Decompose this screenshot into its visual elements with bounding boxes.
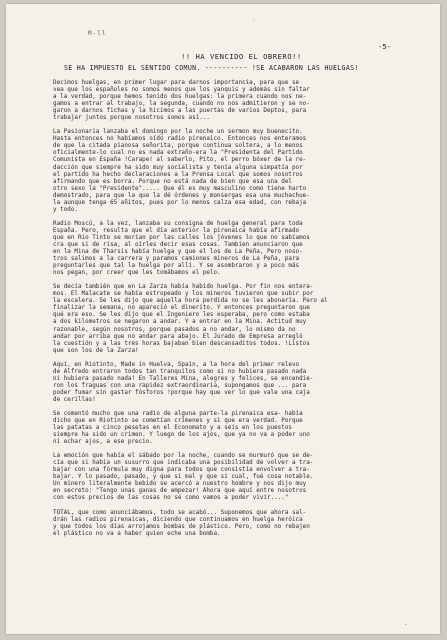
text-line: bajar. Y lo pasado, pasado, y que si mal y que si cual, fué cosa notable. xyxy=(53,474,314,481)
text-line: andar por arriba que no andar para abajo. El Jurado de Empresa arregló xyxy=(53,333,303,340)
text-line: Se decía también que en La Zarza había habido huelga. Por fin nos entera- xyxy=(53,284,314,291)
text-line: garon a darnos fichas y la hicimos a las puertas de varios Deptos, para xyxy=(53,108,307,115)
document-page xyxy=(6,4,440,634)
top-mark: - xyxy=(252,16,256,23)
paragraph xyxy=(53,362,413,404)
paragraph xyxy=(53,80,413,122)
paragraph xyxy=(53,221,413,277)
paragraph xyxy=(53,129,413,214)
text-line: finalizar la semana, no apareció el dinerito. Y entonces preguntaron que xyxy=(53,305,310,312)
text-line: otro sexo la "Presidente"..... Que él es muy masculino como tiene harto xyxy=(53,185,307,192)
text-line: Se comentó mucho que una radio de alguna parte-la pirenaica esa- había xyxy=(53,410,303,417)
footer-mark: - xyxy=(404,621,408,628)
text-line: Radio Moscú, a la vez, lanzaba su consigna de huelga general para toda xyxy=(53,220,303,227)
text-line: qué era eso. Se les dijo que el Ingeniero les esperaba, pero como estaba xyxy=(53,312,310,319)
text-line: tros salimos a la carrera y paramos camiones mineros de La Peña, para xyxy=(53,256,300,263)
text-line: Un minero literalmente bebido se acercó a nuestro hombre y nos dijo muy xyxy=(53,481,307,488)
text-line: la aunque tenga 65 añitos, pues por lo menos calza esa edad, con rebaja xyxy=(53,199,307,206)
text-line: razonable, según nosotros, porque pasados a no andar, lo mismo da no xyxy=(53,326,296,333)
text-line: cra que si de risa, al oírles decir esas cosas. Tambien anunciaron que xyxy=(53,241,303,248)
text-line: el plástico no va a haber quien eche una bomba. xyxy=(53,530,221,537)
text-line: vea que los españoles no somos menos que los yanquis y además sin faltar xyxy=(53,87,310,94)
text-line: nos pegan, por creer que les tomábamos el pelo. xyxy=(53,270,221,277)
page-title: !! HA VENCIDO EL OBRERO!! xyxy=(181,52,302,61)
text-line: en secreto: "Tengo unas ganas de empezar! Ahora que aquí entre nosotros xyxy=(53,488,307,495)
text-line: ni echar ajos, a ese precio. xyxy=(53,439,153,446)
text-line: España. Pero, resulta que el día anterior la pirenaica había afirmado xyxy=(53,227,300,234)
text-line: a la verdad, porque hemos tenido dos huelgas: la primera cuando nos ne- xyxy=(53,94,307,101)
page-subtitle: SE HA IMPUESTO EL SENTIDO COMUN. ---------- !SE ACABARON LAS HUELGAS! xyxy=(64,64,359,72)
text-line: a dos kilometros se negaron a andar. Y a entrar en la Mina. Actitud muy xyxy=(53,319,307,326)
text-line: bajar con una fórmula muy digna para todos que consistía envolver a tra- xyxy=(53,467,310,474)
text-line: con estos precios de las cosas no sé como vamos a poder vivir...." xyxy=(53,495,289,502)
text-line: la cuestión y a las tres horas bajaban bien descansaditos todos. !Listos xyxy=(53,340,310,347)
text-line: La Pasionaria lanzaba el domingo por la noche un sermon muy buenecito. xyxy=(53,129,303,136)
text-line: trabajar juntos porque nosotros somos así... xyxy=(53,115,210,122)
text-line: ni hubiera pasado nada! En Talleres Mina, alegres y felices, se encendie- xyxy=(53,375,314,382)
text-line: de cerillas! xyxy=(53,396,96,403)
text-line: que en Rio Tinto se morían por las calles los jóvenes lo que no sabíamos xyxy=(53,234,310,241)
text-line: y todo. xyxy=(53,206,78,213)
text-line: afirmando que es borra. Porque no está nada de bien que esa una del xyxy=(53,178,292,185)
text-line: gamos a entrar al trabajo, la segunda, cuando no nos admitieron y se no- xyxy=(53,101,310,108)
text-line: que son los de la Zarza! xyxy=(53,347,139,354)
paragraph xyxy=(53,284,413,354)
paragraph xyxy=(53,510,413,538)
text-line: las patatas a cinco pesetas en el Economato y a seis en los puestos xyxy=(53,425,292,432)
text-line: poder fumar sin gastar fósforos !porque hay que ver lo que vale una caja xyxy=(53,389,310,396)
article-body xyxy=(53,80,413,545)
text-line: preguntarles que tal la huelga por allí. Y se asombraron y a poco más xyxy=(53,263,300,270)
text-line: el partido ha hecho declaraciones a la Prensa Local que somos nosotros xyxy=(53,171,303,178)
text-line: ron los fraguas con una rapidez extraordinaria, supongamos que ... para xyxy=(53,382,307,389)
text-line: de que la citada pianosa señorita, porque continua soltera, a lo menos xyxy=(53,143,303,150)
text-line: La emoción que había el sábado por la noche, cuando se murmuró que se de- xyxy=(53,453,314,460)
text-line: cía que si había un susurro que indicaba una posibilidad de volver a tra- xyxy=(53,460,314,467)
text-line: mos. El Malacate se había estropeado y los mineros tuvieron que subir por xyxy=(53,291,314,298)
text-line: y que todos los días arrojamos bombas de plástico. Pero, como no rebajen xyxy=(53,523,310,530)
text-line: de Alfredo entraron todos tan tranquilos como si no hubiera pasado nada xyxy=(53,368,307,375)
paragraph xyxy=(53,453,413,502)
text-line: en la Mina de Tharsis había huelga y que el los de La Peña, Pero noso- xyxy=(53,249,303,256)
text-line: Aquí, en Riotinto, Made in Huelva, Spain, a la hora del primer relevo xyxy=(53,361,300,368)
text-line: Hasta entonces no habíamos oído radio pirenaico. Entonces nos enteramos xyxy=(53,136,307,143)
text-line: drán las radios pirenaicas, diciendo que continuamos en huelga heróica xyxy=(53,516,303,523)
text-line: la escalera. Se les dijo que aquella hora perdida no se les abonaría. Pero al xyxy=(53,298,328,305)
text-line: Decimos huelgas, en primer lugar para darnos importancia, para que se xyxy=(53,80,300,86)
text-line: Comunista en España !Carape! al saberlo, Pito, el perro bóxer de la re- xyxy=(53,157,307,164)
text-line: siempre ha sido un crimen. Y luego de los ajos, que ya no va a poder uno xyxy=(53,432,310,439)
text-line: TOTAL, que como anunciábamos, todo se acabó... Suponemos que ahora sal- xyxy=(53,509,307,516)
page-number: -5- xyxy=(378,42,391,51)
text-line: dacción que siempre ha sido muy socialista y tenía alguna simpatía por xyxy=(53,164,303,171)
paragraph xyxy=(53,411,413,446)
text-line: dicho que en Riotinto se cometían crímenes y si que era verdad. Porque xyxy=(53,418,303,425)
corner-mark: M-ll xyxy=(88,30,107,37)
text-line: demostrado, para que la que la dé órdenes y monsergas esa una muchachue- xyxy=(53,192,310,199)
text-line: oficialmente-lo cual no es nada extraño-era la "Presidenta del Partido xyxy=(53,150,303,157)
